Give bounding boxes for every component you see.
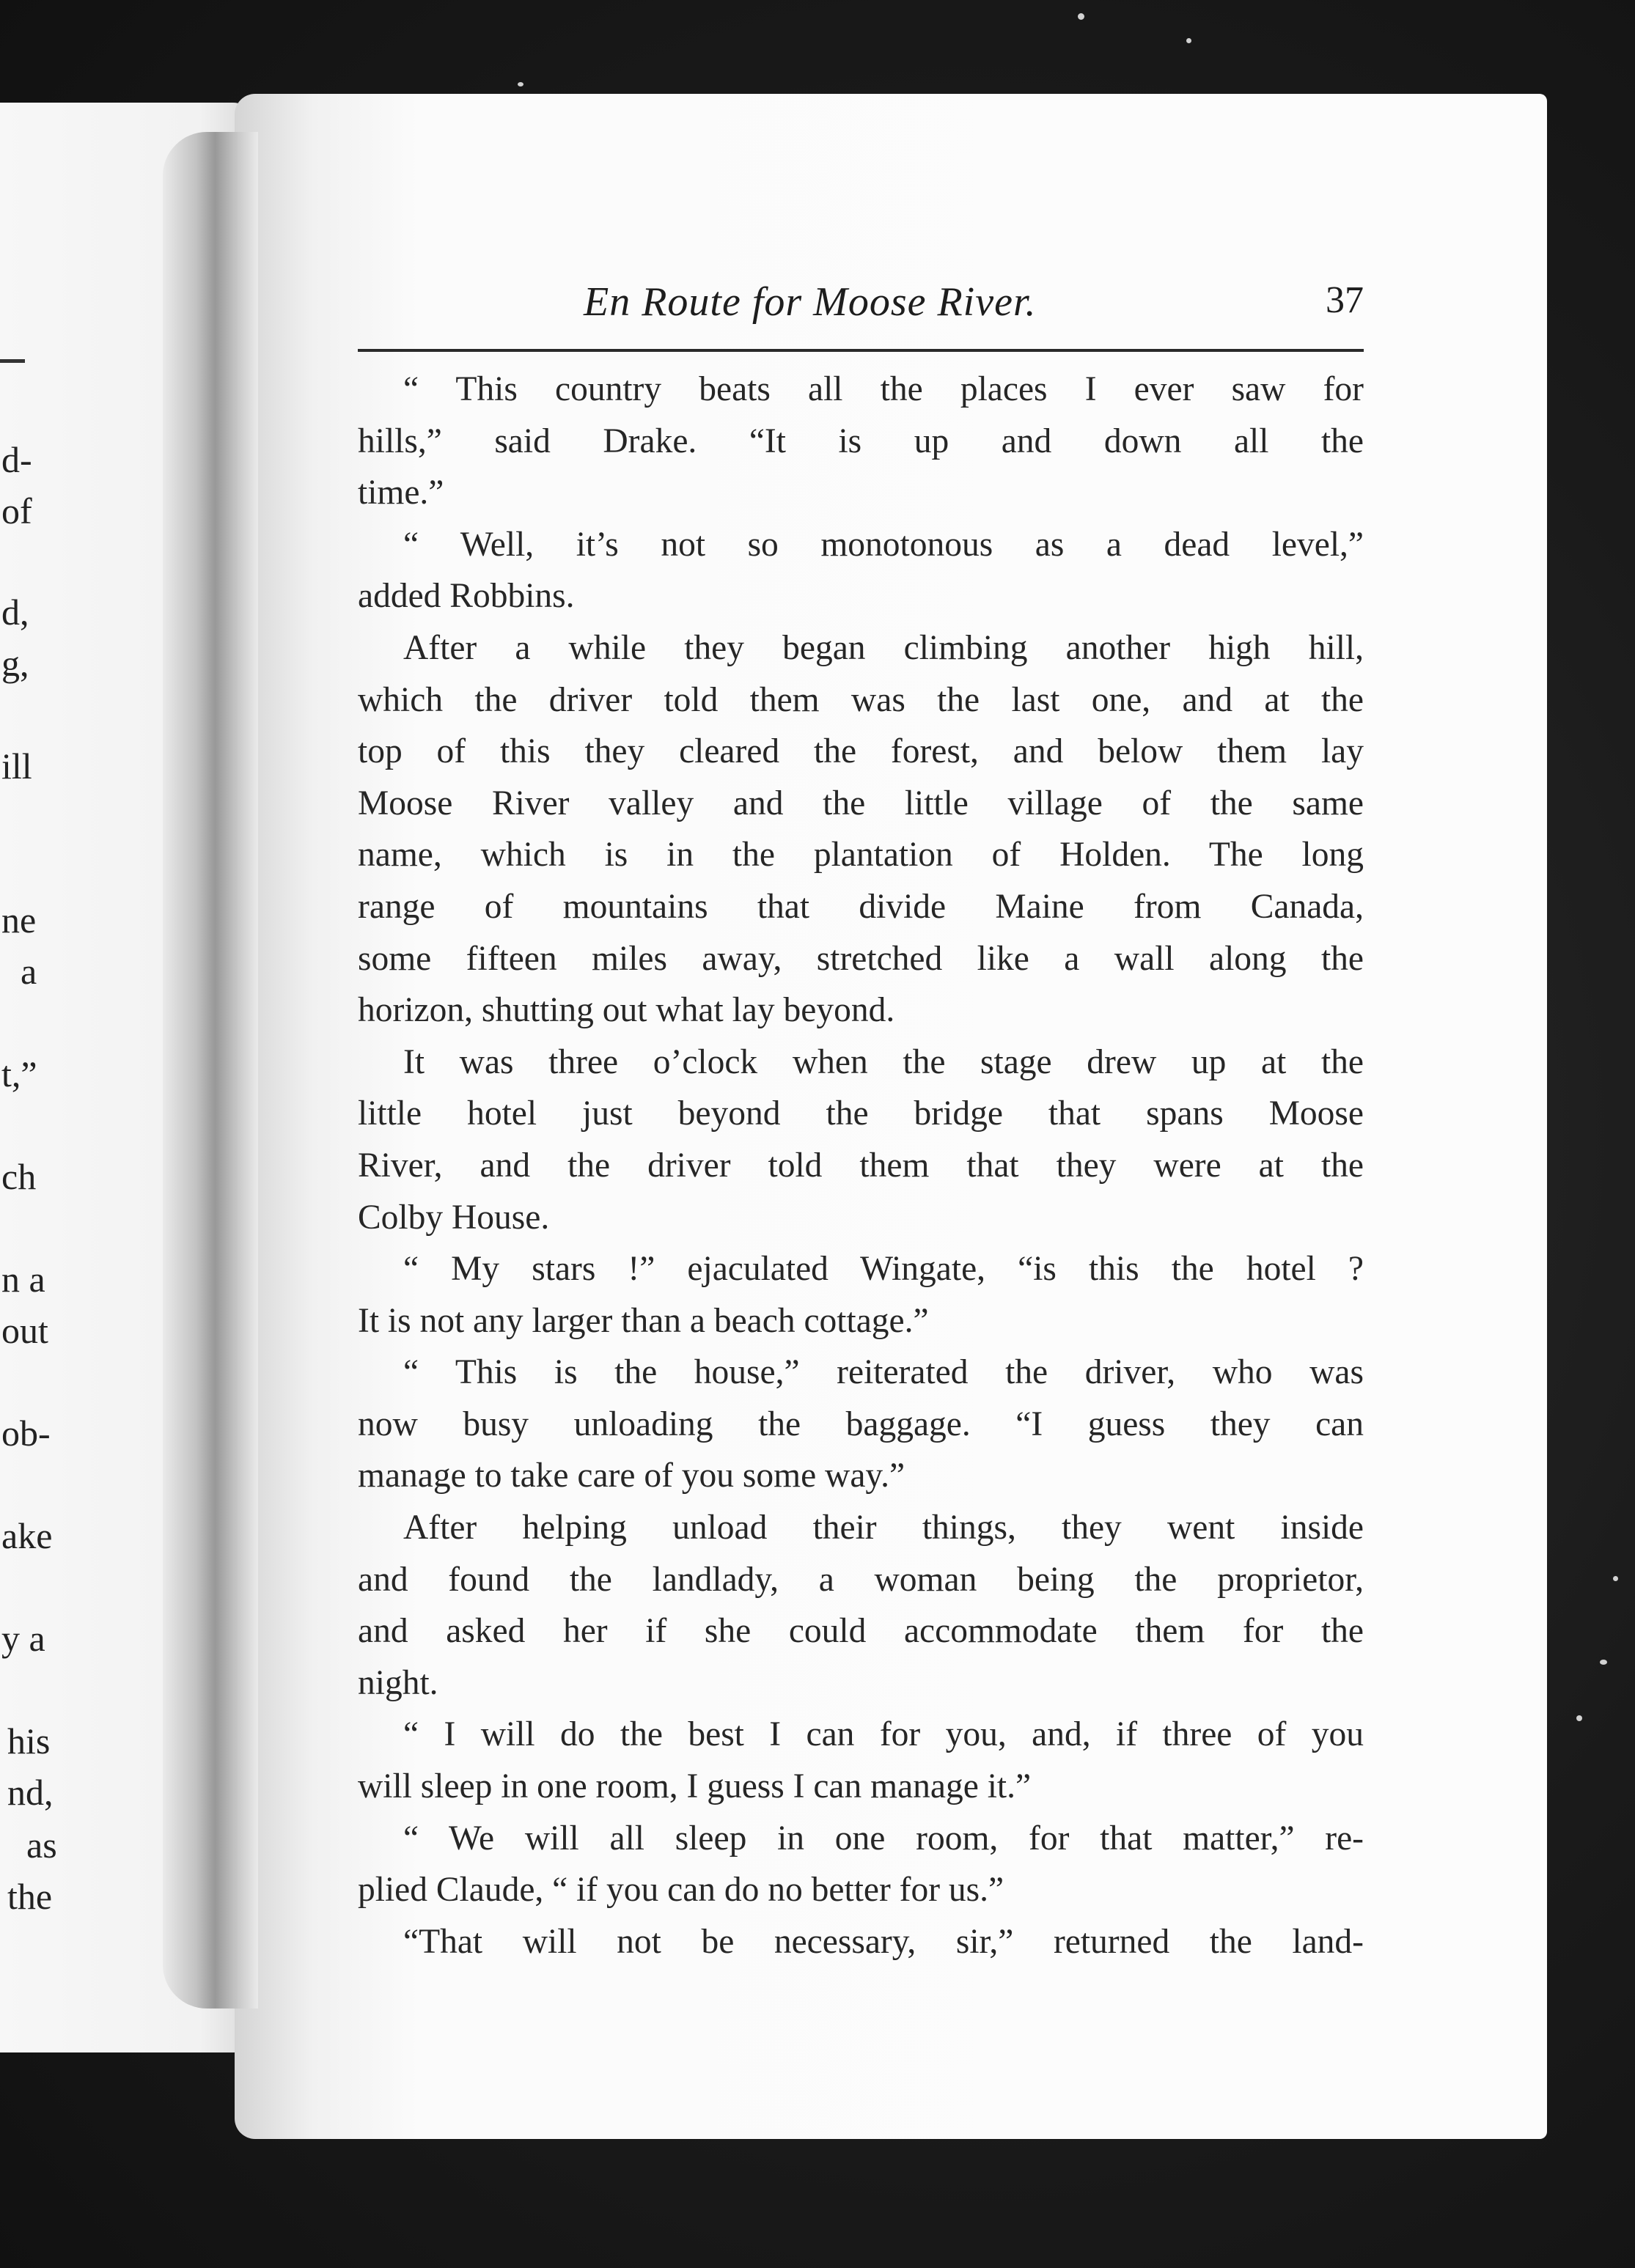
text-line: little hotel just beyond the bridge that spans Moose [358,1094,1364,1133]
dust-speck [1576,1715,1582,1721]
left-page-fragment: ch [1,1156,37,1197]
dust-speck [1600,1660,1607,1665]
text-line: hills,” said Drake. “It is up and down all the [358,421,1364,460]
left-page-fragment: y a [1,1618,45,1659]
text-line: and asked her if she could accommodate them for the [358,1612,1364,1651]
left-page-fragment: nd, [7,1772,54,1813]
text-line: plied Claude, “ if you can do no better for us.” [358,1871,1004,1910]
text-line: After a while they began climbing another high hill, [403,628,1364,667]
header-rule [358,349,1364,352]
left-page-fragment: of [1,490,32,531]
left-page-fragment: ob- [1,1413,51,1454]
text-line: name, which is in the plantation of Holden. The long [358,836,1364,875]
text-line: “ My stars !” ejaculated Wingate, “is this the hotel ? [403,1250,1364,1289]
text-line: After helping unload their things, they went inside [403,1509,1364,1547]
running-title: En Route for Moose River. [584,279,1037,325]
left-page-fragment: g, [1,643,29,684]
left-page-fragment: d, [1,592,29,633]
text-line: added Robbins. [358,577,575,616]
left-page-fragment: out [1,1310,48,1351]
page-number: 37 [1326,279,1364,321]
running-head [358,279,1364,337]
text-line: and found the landlady, a woman being the proprietor, [358,1560,1364,1599]
text-line: “ We will all sleep in one room, for that matter,” re- [403,1819,1364,1858]
left-page-fragment: his [7,1720,51,1761]
dust-speck [518,82,523,86]
text-line: some fifteen miles away, stretched like a wall along the [358,939,1364,978]
left-page-fragment: t,” [1,1053,37,1094]
dust-speck [1613,1576,1618,1581]
text-line: Moose River valley and the little village of the same [358,784,1364,822]
left-page-fragment: ake [1,1515,53,1556]
text-line: horizon, shutting out what lay beyond. [358,991,895,1030]
left-page-fragment: ill [1,745,32,787]
left-page-fragment: d- [1,439,32,480]
text-line: “ Well, it’s not so monotonous as a dead level,” [403,525,1364,564]
text-line: “ This country beats all the places I ever saw for [403,370,1364,408]
text-line: range of mountains that divide Maine from Canada, [358,887,1364,926]
dust-speck [1078,13,1084,20]
left-page-rule [0,359,25,363]
text-line: Colby House. [358,1198,550,1237]
text-line: which the driver told them was the last one, and at the [358,680,1364,719]
text-line: will sleep in one room, I guess I can manage it.” [358,1767,1032,1806]
text-line: “That will not be necessary, sir,” returned the land- [403,1922,1364,1961]
text-line: “ This is the house,” reiterated the driver, who was [403,1353,1364,1392]
text-line: It was three o’clock when the stage drew up at the [403,1042,1364,1081]
left-page-fragment: as [26,1825,57,1866]
left-page-fragment: ne [1,899,37,940]
text-line: “ I will do the best I can for you, and, if three of you [403,1715,1364,1754]
text-line: manage to take care of you some way.” [358,1457,905,1495]
text-line: time.” [358,474,444,512]
left-page-fragment: the [7,1876,53,1917]
body-text [358,364,1364,1967]
left-page-fragment: n a [1,1259,45,1300]
text-line: night. [358,1663,438,1702]
text-line: River, and the driver told them that they were at the [358,1146,1364,1185]
text-line: top of this they cleared the forest, and below them lay [358,732,1364,771]
dust-speck [1186,38,1191,43]
left-page-fragment: a [21,951,37,992]
text-line: It is not any larger than a beach cottage.” [358,1301,929,1340]
book-gutter-shadow [163,132,258,2009]
text-line: now busy unloading the baggage. “I guess they can [358,1404,1364,1443]
